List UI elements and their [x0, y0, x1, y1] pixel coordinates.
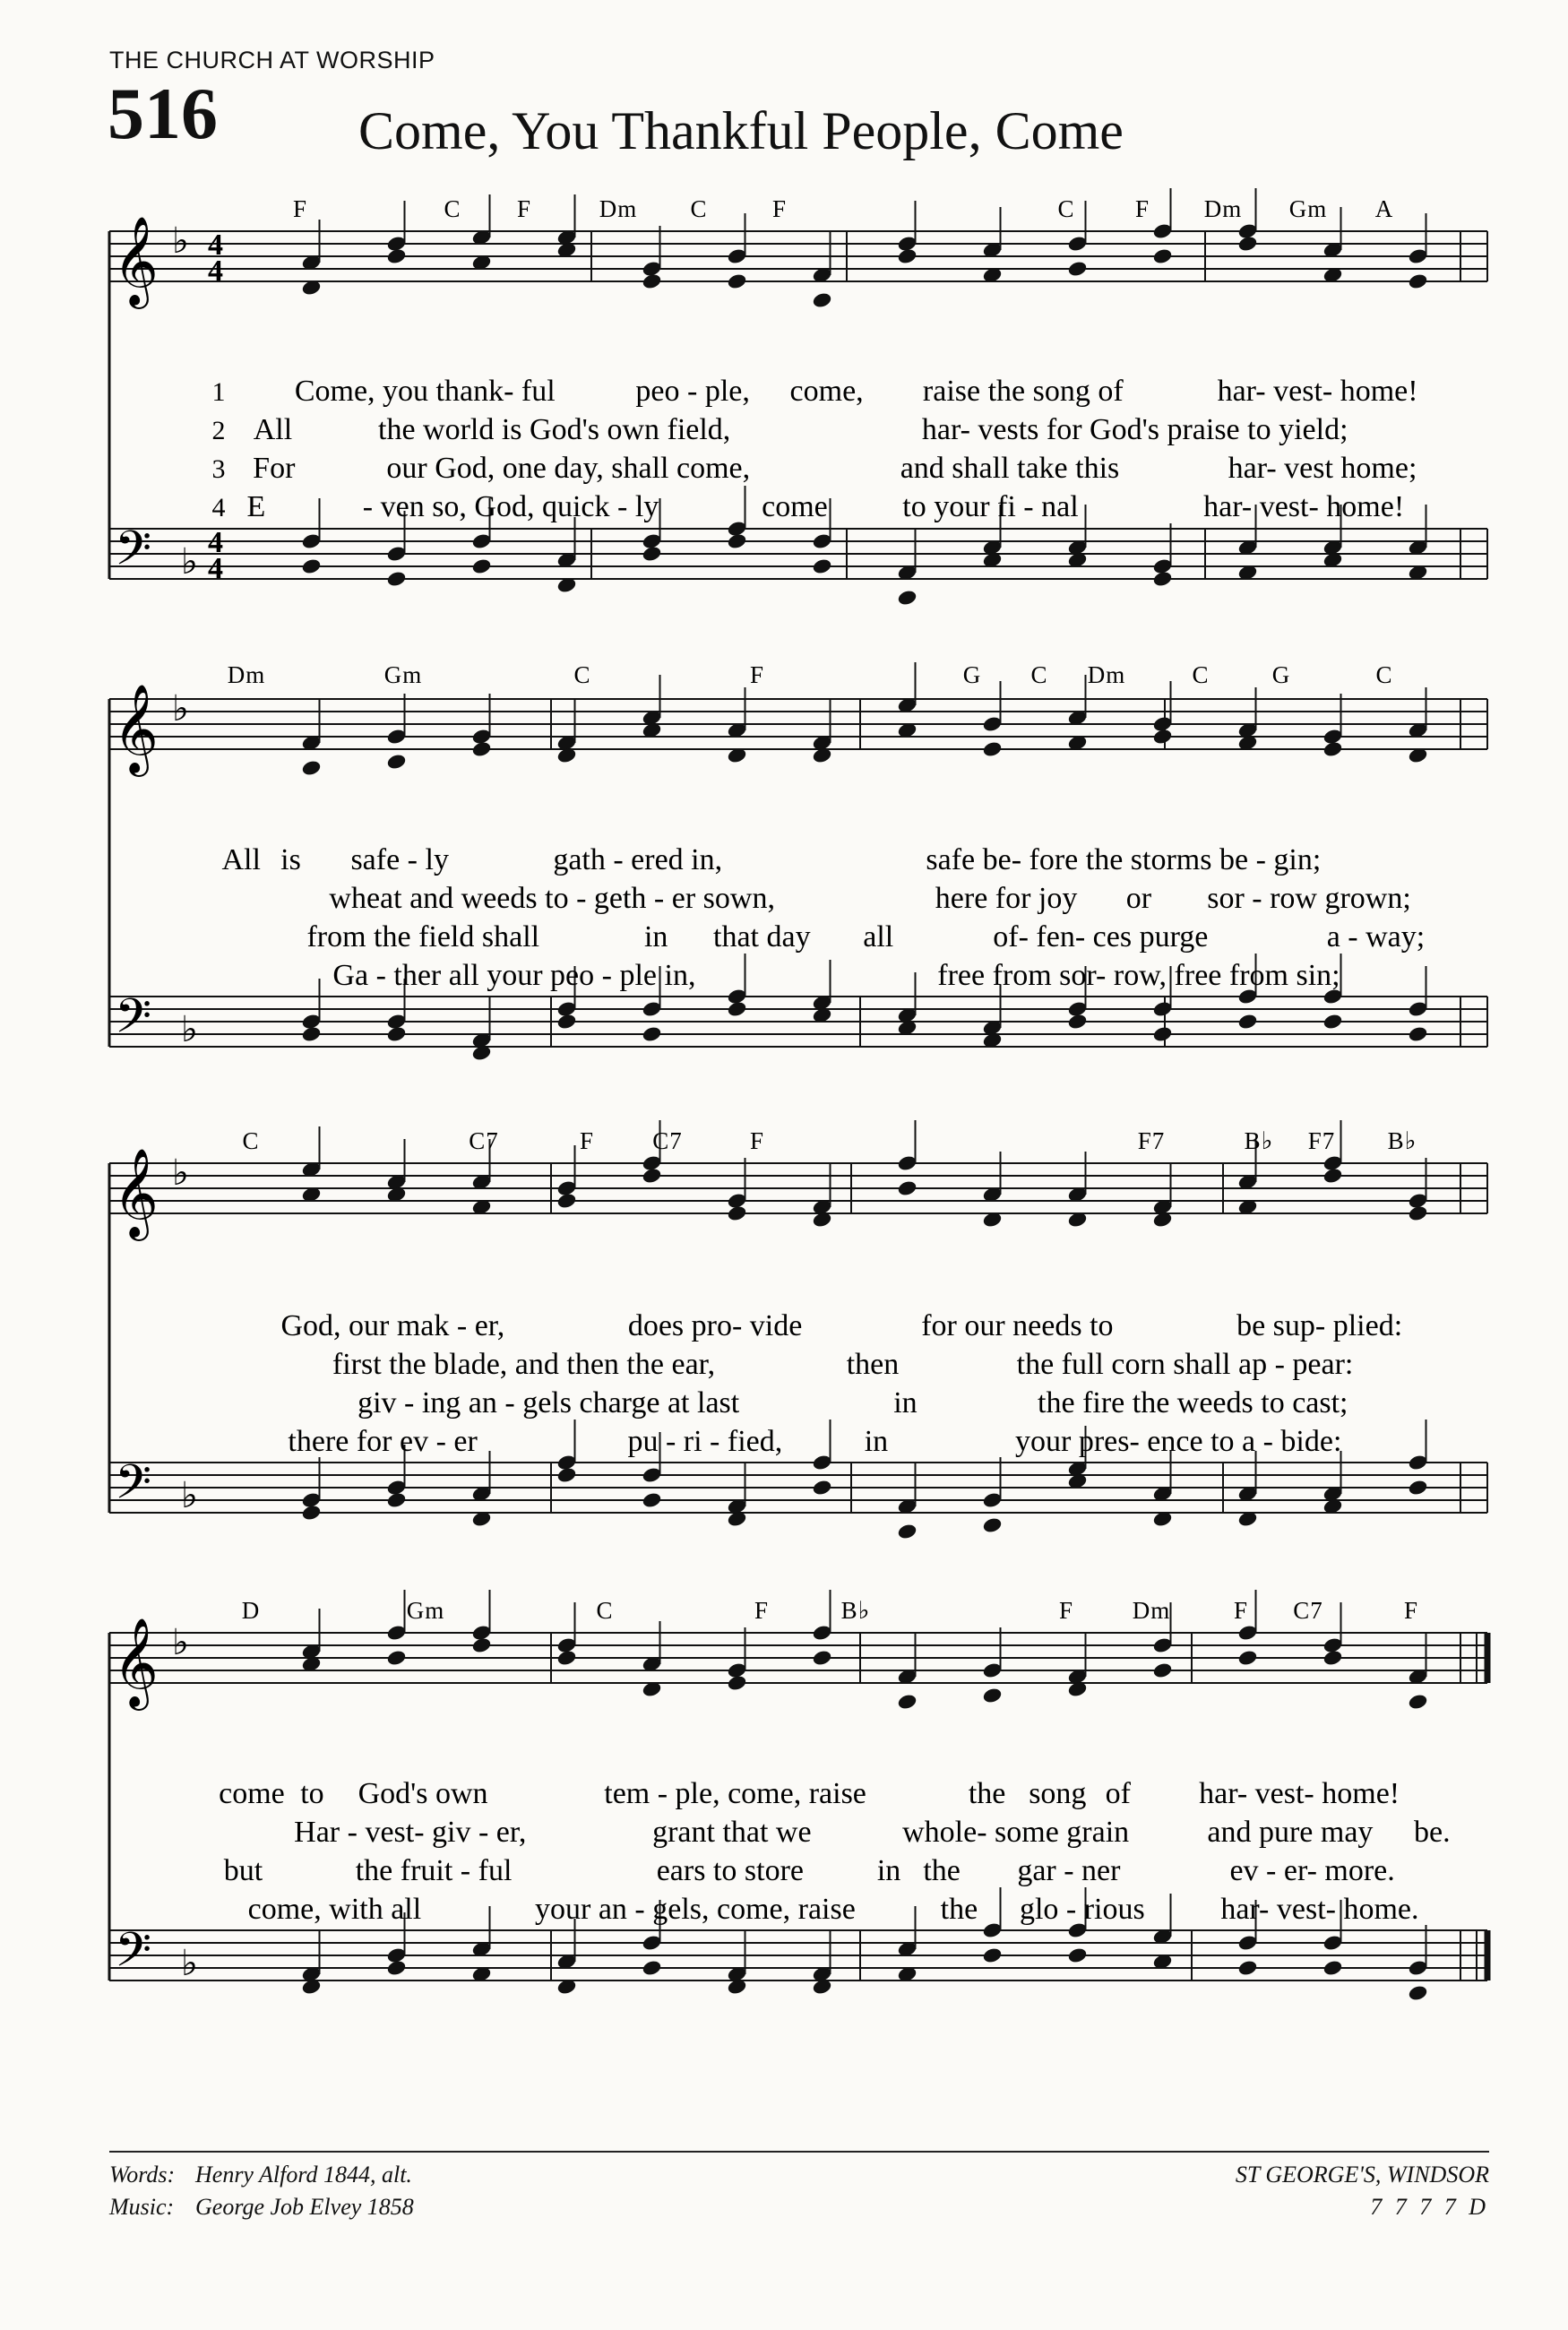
note-head	[1322, 1167, 1344, 1185]
lyric-segment: sor - row grown;	[1207, 882, 1411, 915]
lyric-segment: of- fen- ces purge	[993, 920, 1209, 954]
note-head	[1152, 1661, 1174, 1679]
note-head	[1408, 272, 1429, 290]
verse-number: 1	[211, 377, 226, 407]
chord-symbol: A	[1374, 195, 1394, 222]
lyric-segment: grant that we	[652, 1816, 812, 1849]
chord-symbol: C	[242, 1127, 260, 1154]
note-head	[812, 557, 833, 575]
chord-symbol: F	[579, 1127, 595, 1154]
treble-clef-icon: 𝄞	[113, 1148, 159, 1238]
lyric-segment: then	[846, 1348, 900, 1381]
note-head	[982, 1946, 1004, 1964]
note-head	[1322, 1649, 1344, 1667]
tune-name: ST GEORGE'S, WINDSOR	[1235, 2162, 1489, 2188]
lyric-segment: Come, you thank- ful	[294, 375, 556, 408]
lyric-segment: that day	[713, 920, 811, 954]
chord-symbol: C	[1375, 661, 1393, 688]
note-head	[1152, 728, 1174, 746]
lyric-segment: wheat and weeds to - geth - er sown,	[329, 882, 775, 915]
lyric-segment: safe - ly	[350, 843, 449, 876]
lyric-segment: does pro- vide	[627, 1309, 803, 1342]
note-head	[1237, 1959, 1259, 1977]
note-head	[1322, 1959, 1344, 1977]
lyric-segment: be.	[1414, 1816, 1451, 1849]
note-head	[1152, 570, 1174, 588]
lyric-segment: from the field shall	[306, 920, 540, 954]
note-head	[386, 1491, 408, 1509]
chord-symbol: B♭	[840, 1597, 871, 1624]
time-signature-top: 4	[208, 526, 223, 559]
music-label: Music:	[109, 2194, 175, 2220]
note-head	[471, 740, 493, 758]
bass-clef-icon: 𝄢	[115, 522, 152, 588]
lyric-segment: in	[643, 920, 668, 954]
lyric-segment: the	[968, 1777, 1006, 1810]
lyric-segment: your pres- ence to a - bide:	[1015, 1425, 1342, 1458]
chord-symbol: Gm	[383, 661, 423, 688]
lyric-segment: here for joy	[935, 882, 1078, 915]
lyric-segment: - ven so, God, quick - ly	[362, 490, 659, 523]
chord-symbol: F	[754, 1597, 770, 1624]
flat-icon: ♭	[172, 1622, 189, 1663]
note-head	[982, 1516, 1004, 1534]
words-credit	[109, 2162, 412, 2188]
flat-icon: ♭	[172, 220, 189, 262]
lyric-segment: is	[280, 843, 301, 876]
note-head	[1237, 1013, 1259, 1031]
note-head	[982, 1687, 1004, 1704]
chord-symbol: F	[1134, 195, 1150, 222]
chord-symbol: C	[444, 195, 461, 222]
chord-symbol: F7	[1307, 1127, 1336, 1154]
lyric-segment: and pure may	[1207, 1816, 1374, 1849]
note-head	[897, 1523, 918, 1540]
lyric-segment: Ga - ther all your peo - ple in,	[332, 959, 696, 992]
lyric-segment: E	[246, 490, 266, 523]
verse-number: 2	[211, 416, 226, 445]
lyric-segment: ev - er- more.	[1229, 1854, 1395, 1887]
lyric-segment: the	[923, 1854, 961, 1887]
note-head	[897, 589, 918, 607]
lyric-segment: but	[223, 1854, 263, 1887]
lyric-segment: the world is God's own field,	[378, 413, 731, 446]
chord-symbol: F	[1233, 1597, 1249, 1624]
note-head	[1408, 1204, 1429, 1222]
note-head	[386, 1025, 408, 1043]
note-head	[1152, 1025, 1174, 1043]
note-head	[642, 272, 663, 290]
note-head	[727, 272, 748, 290]
note-head	[1408, 1025, 1429, 1043]
lyric-segment: free from sor- row, free from sin;	[937, 959, 1340, 992]
chord-symbol: F7	[1137, 1127, 1166, 1154]
lyric-segment: whole- some grain	[902, 1816, 1130, 1849]
note-head	[1408, 1693, 1429, 1711]
words-text: Henry Alford 1844, alt.	[195, 2162, 412, 2188]
flat-icon: ♭	[181, 1943, 198, 1984]
note-head	[642, 1167, 663, 1185]
note-head	[1067, 260, 1089, 278]
note-head	[982, 740, 1004, 758]
note-head	[386, 1959, 408, 1977]
bass-clef-icon: 𝄢	[115, 989, 152, 1056]
note-head	[1067, 1946, 1089, 1964]
note-head	[1067, 1013, 1089, 1031]
note-head	[386, 247, 408, 265]
note-head	[556, 1192, 578, 1210]
lyric-segment: and shall take this	[900, 452, 1120, 485]
lyric-segment: God's own	[358, 1777, 488, 1810]
chord-symbol: G	[1271, 661, 1291, 688]
lyric-segment: har- vest- home.	[1220, 1893, 1419, 1926]
note-head	[386, 753, 408, 771]
treble-clef-icon: 𝄞	[113, 684, 159, 773]
chord-symbol: Dm	[1203, 195, 1243, 222]
lyric-segment: pu - ri - fied,	[627, 1425, 783, 1458]
note-head	[301, 759, 323, 777]
lyric-segment: the fruit - ful	[355, 1854, 513, 1887]
note-head	[301, 557, 323, 575]
note-head	[386, 570, 408, 588]
note-head	[642, 1025, 663, 1043]
note-head	[1408, 1984, 1429, 2002]
chord-symbol: B♭	[1244, 1127, 1274, 1154]
music-text: George Job Elvey 1858	[195, 2194, 414, 2220]
lyric-segment: there for ev - er	[288, 1425, 478, 1458]
lyric-segment: gar - ner	[1017, 1854, 1121, 1887]
note-head	[642, 1959, 663, 1977]
lyric-segment: ears to store	[656, 1854, 805, 1887]
note-head	[1322, 1013, 1344, 1031]
lyric-segment: har- vest- home!	[1203, 490, 1405, 523]
chord-symbol: C	[596, 1597, 614, 1624]
lyric-segment: come,	[789, 375, 864, 408]
note-head	[556, 1466, 578, 1484]
bass-clef-icon: 𝄢	[115, 1455, 152, 1522]
verse-number: 3	[211, 454, 226, 484]
lyric-segment: glo - rious	[1019, 1893, 1145, 1926]
note-head	[301, 1025, 323, 1043]
chord-symbol: C	[573, 661, 591, 688]
time-signature-bottom: 4	[208, 255, 223, 288]
note-head	[1152, 247, 1174, 265]
chord-symbol: F	[1058, 1597, 1074, 1624]
lyric-segment: your an - gels, come, raise	[535, 1893, 856, 1926]
chord-symbol: Gm	[406, 1597, 445, 1624]
music-credit	[109, 2194, 414, 2221]
lyric-segment: har- vest home;	[1228, 452, 1417, 485]
note-head	[812, 291, 833, 309]
chord-symbol: F	[749, 1127, 765, 1154]
chord-symbol: D	[241, 1597, 261, 1624]
note-head	[471, 1636, 493, 1654]
lyric-segment: all	[863, 920, 894, 954]
footer-rule	[109, 2151, 1489, 2153]
chord-symbol: F	[1403, 1597, 1419, 1624]
lyric-segment: our God, one day, shall come,	[386, 452, 751, 485]
lyric-segment: For	[253, 452, 296, 485]
note-head	[727, 532, 748, 550]
chord-symbol: C	[1030, 661, 1048, 688]
words-label: Words:	[109, 2162, 176, 2188]
flat-icon: ♭	[181, 1009, 198, 1050]
lyric-segment: har- vest- home!	[1217, 375, 1418, 408]
note-head	[812, 1479, 833, 1497]
chord-symbol: C7	[469, 1127, 499, 1154]
lyric-segment: to your fi - nal	[902, 490, 1079, 523]
note-head	[1237, 1649, 1259, 1667]
lyric-segment: come	[762, 490, 828, 523]
hymn-number: 516	[108, 73, 218, 154]
meter: 7 7 7 7 D	[1370, 2194, 1489, 2220]
lyric-segment: come, with all	[247, 1893, 422, 1926]
lyric-segment: peo - ple,	[635, 375, 750, 408]
lyric-segment: raise the song of	[922, 375, 1124, 408]
note-head	[471, 557, 493, 575]
chord-symbol: F	[771, 195, 788, 222]
note-head	[1322, 740, 1344, 758]
lyric-segment: the	[940, 1893, 978, 1926]
lyric-segment: of	[1105, 1777, 1131, 1810]
note-head	[556, 1649, 578, 1667]
lyric-segment: in	[876, 1854, 901, 1887]
lyric-segment: God, our mak - er,	[280, 1309, 505, 1342]
note-head	[556, 1013, 578, 1031]
note-head	[897, 247, 918, 265]
lyric-segment: in	[893, 1386, 918, 1420]
note-head	[642, 545, 663, 563]
note-head	[897, 1179, 918, 1197]
lyric-segment: a - way;	[1326, 920, 1426, 954]
lyric-segment: har- vests for God's praise to yield;	[921, 413, 1348, 446]
chord-symbol: Gm	[1288, 195, 1328, 222]
chord-symbol: Dm	[227, 661, 266, 688]
lyric-segment: Har - vest- giv - er,	[294, 1816, 527, 1849]
treble-clef-icon: 𝄞	[113, 216, 159, 306]
lyric-segment: or	[1125, 882, 1152, 915]
note-head	[727, 1674, 748, 1692]
note-head	[386, 1649, 408, 1667]
flat-icon: ♭	[172, 688, 189, 729]
flat-icon: ♭	[181, 541, 198, 582]
note-head	[1237, 235, 1259, 253]
note-head	[727, 1000, 748, 1018]
note-head	[1408, 1479, 1429, 1497]
chord-symbol: C7	[1293, 1597, 1323, 1624]
lyric-segment: song	[1029, 1777, 1087, 1810]
lyric-segment: All	[221, 843, 261, 876]
verse-number: 4	[211, 493, 226, 522]
note-head	[642, 1491, 663, 1509]
chord-symbol: Dm	[1087, 661, 1126, 688]
lyric-segment: All	[253, 413, 293, 446]
lyric-segment: the full corn shall ap - pear:	[1016, 1348, 1354, 1381]
section-label: THE CHURCH AT WORSHIP	[109, 47, 435, 73]
note-head	[727, 1204, 748, 1222]
chord-symbol: F	[516, 195, 532, 222]
chord-symbol: C7	[652, 1127, 683, 1154]
lyric-segment: to	[300, 1777, 324, 1810]
lyric-segment: be sup- plied:	[1236, 1309, 1403, 1342]
flat-icon: ♭	[181, 1475, 198, 1516]
treble-clef-icon: 𝄞	[113, 1618, 159, 1707]
chord-symbol: G	[962, 661, 982, 688]
lyric-segment: in	[864, 1425, 889, 1458]
lyric-segment: giv - ing an - gels charge at last	[358, 1386, 740, 1420]
chord-symbol: Dm	[1132, 1597, 1171, 1624]
note-head	[812, 1649, 833, 1667]
lyric-segment: tem - ple, come, raise	[604, 1777, 866, 1810]
chord-symbol: C	[1192, 661, 1210, 688]
hymn-title: Come, You Thankful People, Come	[358, 101, 1124, 160]
lyric-segment: har- vest- home!	[1199, 1777, 1400, 1810]
lyric-segment: gath - ered in,	[553, 843, 723, 876]
chord-symbol: Dm	[599, 195, 638, 222]
chord-symbol: B♭	[1387, 1127, 1417, 1154]
lyric-segment: come	[219, 1777, 285, 1810]
lyric-segment: the fire the weeds to cast;	[1038, 1386, 1348, 1420]
lyric-segment: first the blade, and then the ear,	[332, 1348, 716, 1381]
chord-symbol: C	[690, 195, 708, 222]
flat-icon: ♭	[172, 1152, 189, 1194]
note-head	[897, 1693, 918, 1711]
time-signature-top: 4	[208, 229, 223, 262]
chord-symbol: F	[292, 195, 308, 222]
lyric-segment: for our needs to	[921, 1309, 1114, 1342]
note-head	[301, 1504, 323, 1522]
chord-symbol: F	[749, 661, 765, 688]
chord-symbol: C	[1057, 195, 1075, 222]
bass-clef-icon: 𝄢	[115, 1923, 152, 1989]
lyric-segment: safe be- fore the storms be - gin;	[926, 843, 1322, 876]
time-signature-bottom: 4	[208, 552, 223, 585]
